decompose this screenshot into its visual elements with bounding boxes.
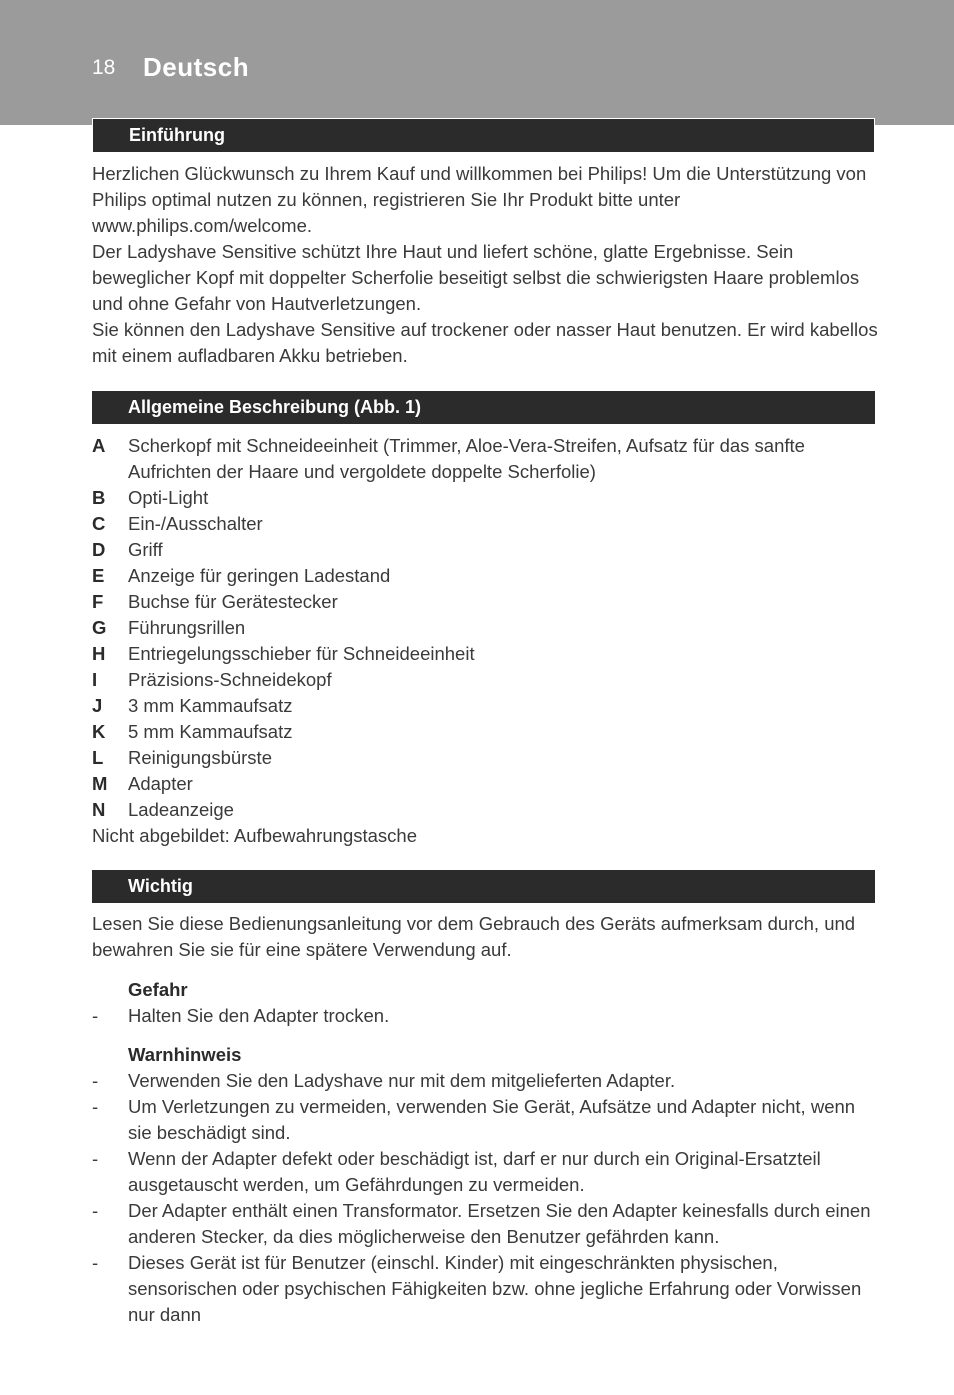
list-item xyxy=(92,615,882,641)
bullet-dash: - xyxy=(92,1096,99,1117)
item-text: Opti-Light xyxy=(128,487,209,508)
section-heading-important: Wichtig xyxy=(92,870,875,903)
list-item xyxy=(92,1250,882,1328)
item-letter: C xyxy=(92,513,106,534)
item-text: Verwenden Sie den Ladyshave nur mit dem mitgelieferten Adapter. xyxy=(128,1070,676,1091)
item-text: Buchse für Gerätestecker xyxy=(128,591,338,612)
item-letter: F xyxy=(92,591,104,612)
list-item xyxy=(92,1198,882,1250)
section-heading-intro: Einführung xyxy=(92,118,875,152)
bullet-dash: - xyxy=(92,1200,99,1221)
list-item xyxy=(92,563,882,589)
item-letter: G xyxy=(92,617,107,638)
list-item xyxy=(92,667,882,693)
item-text: 5 mm Kammaufsatz xyxy=(128,721,293,742)
item-text: Um Verletzungen zu vermeiden, verwenden Sie Gerät, Aufsätze und Adapter nicht, wenn sie beschädigt sind. xyxy=(128,1096,856,1143)
list-item xyxy=(92,745,882,771)
parts-list xyxy=(92,433,882,849)
item-text: Ein-/Ausschalter xyxy=(128,513,263,534)
list-item xyxy=(92,537,882,563)
item-text: Wenn der Adapter defekt oder beschädigt ist, darf er nur durch ein Original-Ersatzteil ausgetauscht werden, um Gefährdungen zu vermeiden. xyxy=(128,1148,821,1195)
bullet-dash: - xyxy=(92,1005,99,1026)
important-intro: Lesen Sie diese Bedienungsanleitung vor dem Gebrauch des Geräts aufmerksam durch, und bewahren Sie sie für eine spätere Verwendung auf. xyxy=(92,913,856,960)
item-letter: L xyxy=(92,747,104,768)
not-shown-note xyxy=(92,823,882,849)
item-text: Präzisions-Schneidekopf xyxy=(128,669,332,690)
item-letter: K xyxy=(92,721,106,742)
intro-paragraph-3: Sie können den Ladyshave Sensitive auf trockener oder nasser Haut benutzen. Er wird kabellos mit einem aufladbaren Akku betrieben. xyxy=(92,319,878,366)
item-text: Halten Sie den Adapter trocken. xyxy=(128,1005,390,1026)
item-text: Der Adapter enthält einen Transformator. Ersetzen Sie den Adapter keinesfalls durch einen anderen Stecker, da dies möglicherweise den Benutzer gefährden kann. xyxy=(128,1200,871,1247)
list-item xyxy=(92,485,882,511)
item-text: Adapter xyxy=(128,773,193,794)
list-item xyxy=(92,719,882,745)
item-letter: H xyxy=(92,643,106,664)
item-letter: A xyxy=(92,435,106,456)
item-letter: N xyxy=(92,799,106,820)
list-item xyxy=(92,1068,882,1094)
warning-list xyxy=(92,1068,882,1328)
danger-list xyxy=(92,1003,882,1029)
item-text: Dieses Gerät ist für Benutzer (einschl. Kinder) mit eingeschränkten physischen, sensorischen oder psychischen Fähigkeiten bzw. ohne jegliche Erfahrung oder Vorwissen nur dann xyxy=(128,1252,862,1325)
item-letter: D xyxy=(92,539,106,560)
bullet-dash: - xyxy=(92,1148,99,1169)
bullet-dash: - xyxy=(92,1070,99,1091)
item-text: 3 mm Kammaufsatz xyxy=(128,695,293,716)
list-item xyxy=(92,1146,882,1198)
item-letter: I xyxy=(92,669,98,690)
item-text: Ladeanzeige xyxy=(128,799,234,820)
not-shown-text: Nicht abgebildet: Aufbewahrungstasche xyxy=(92,825,417,846)
list-item xyxy=(92,797,882,823)
item-letter: M xyxy=(92,773,108,794)
danger-heading: Gefahr xyxy=(128,979,188,1000)
item-letter: B xyxy=(92,487,106,508)
item-text: Entriegelungsschieber für Schneideeinheit xyxy=(128,643,475,664)
section-heading-description: Allgemeine Beschreibung (Abb. 1) xyxy=(92,391,875,424)
list-item xyxy=(92,1003,882,1029)
item-text: Reinigungsbürste xyxy=(128,747,272,768)
list-item xyxy=(92,511,882,537)
list-item xyxy=(92,641,882,667)
item-letter: J xyxy=(92,695,103,716)
item-letter: E xyxy=(92,565,105,586)
list-item xyxy=(92,1094,882,1146)
item-text: Griff xyxy=(128,539,163,560)
item-text: Scherkopf mit Schneideeinheit (Trimmer, Aloe-Vera-Streifen, Aufsatz für das sanfte Aufrichten der Haare und vergoldete doppelte Scherfolie) xyxy=(128,435,805,482)
intro-paragraph-1: Herzlichen Glückwunsch zu Ihrem Kauf und willkommen bei Philips! Um die Unterstützung von Philips optimal nutzen zu können, registrieren Sie Ihr Produkt bitte unter www.philips.com/welcome. xyxy=(92,163,867,236)
list-item xyxy=(92,771,882,797)
language-title: Deutsch xyxy=(143,52,250,82)
item-text: Anzeige für geringen Ladestand xyxy=(128,565,391,586)
warning-heading: Warnhinweis xyxy=(128,1044,242,1065)
page-number: 18 xyxy=(92,56,116,79)
list-item xyxy=(92,433,882,485)
bullet-dash: - xyxy=(92,1252,99,1273)
item-text: Führungsrillen xyxy=(128,617,246,638)
list-item xyxy=(92,693,882,719)
list-item xyxy=(92,589,882,615)
intro-paragraph-2: Der Ladyshave Sensitive schützt Ihre Haut und liefert schöne, glatte Ergebnisse. Sein beweglicher Kopf mit doppelter Scherfolie beseitigt selbst die schwierigsten Haare problemlos und ohne Gefahr von Hautverletzungen. xyxy=(92,241,860,314)
